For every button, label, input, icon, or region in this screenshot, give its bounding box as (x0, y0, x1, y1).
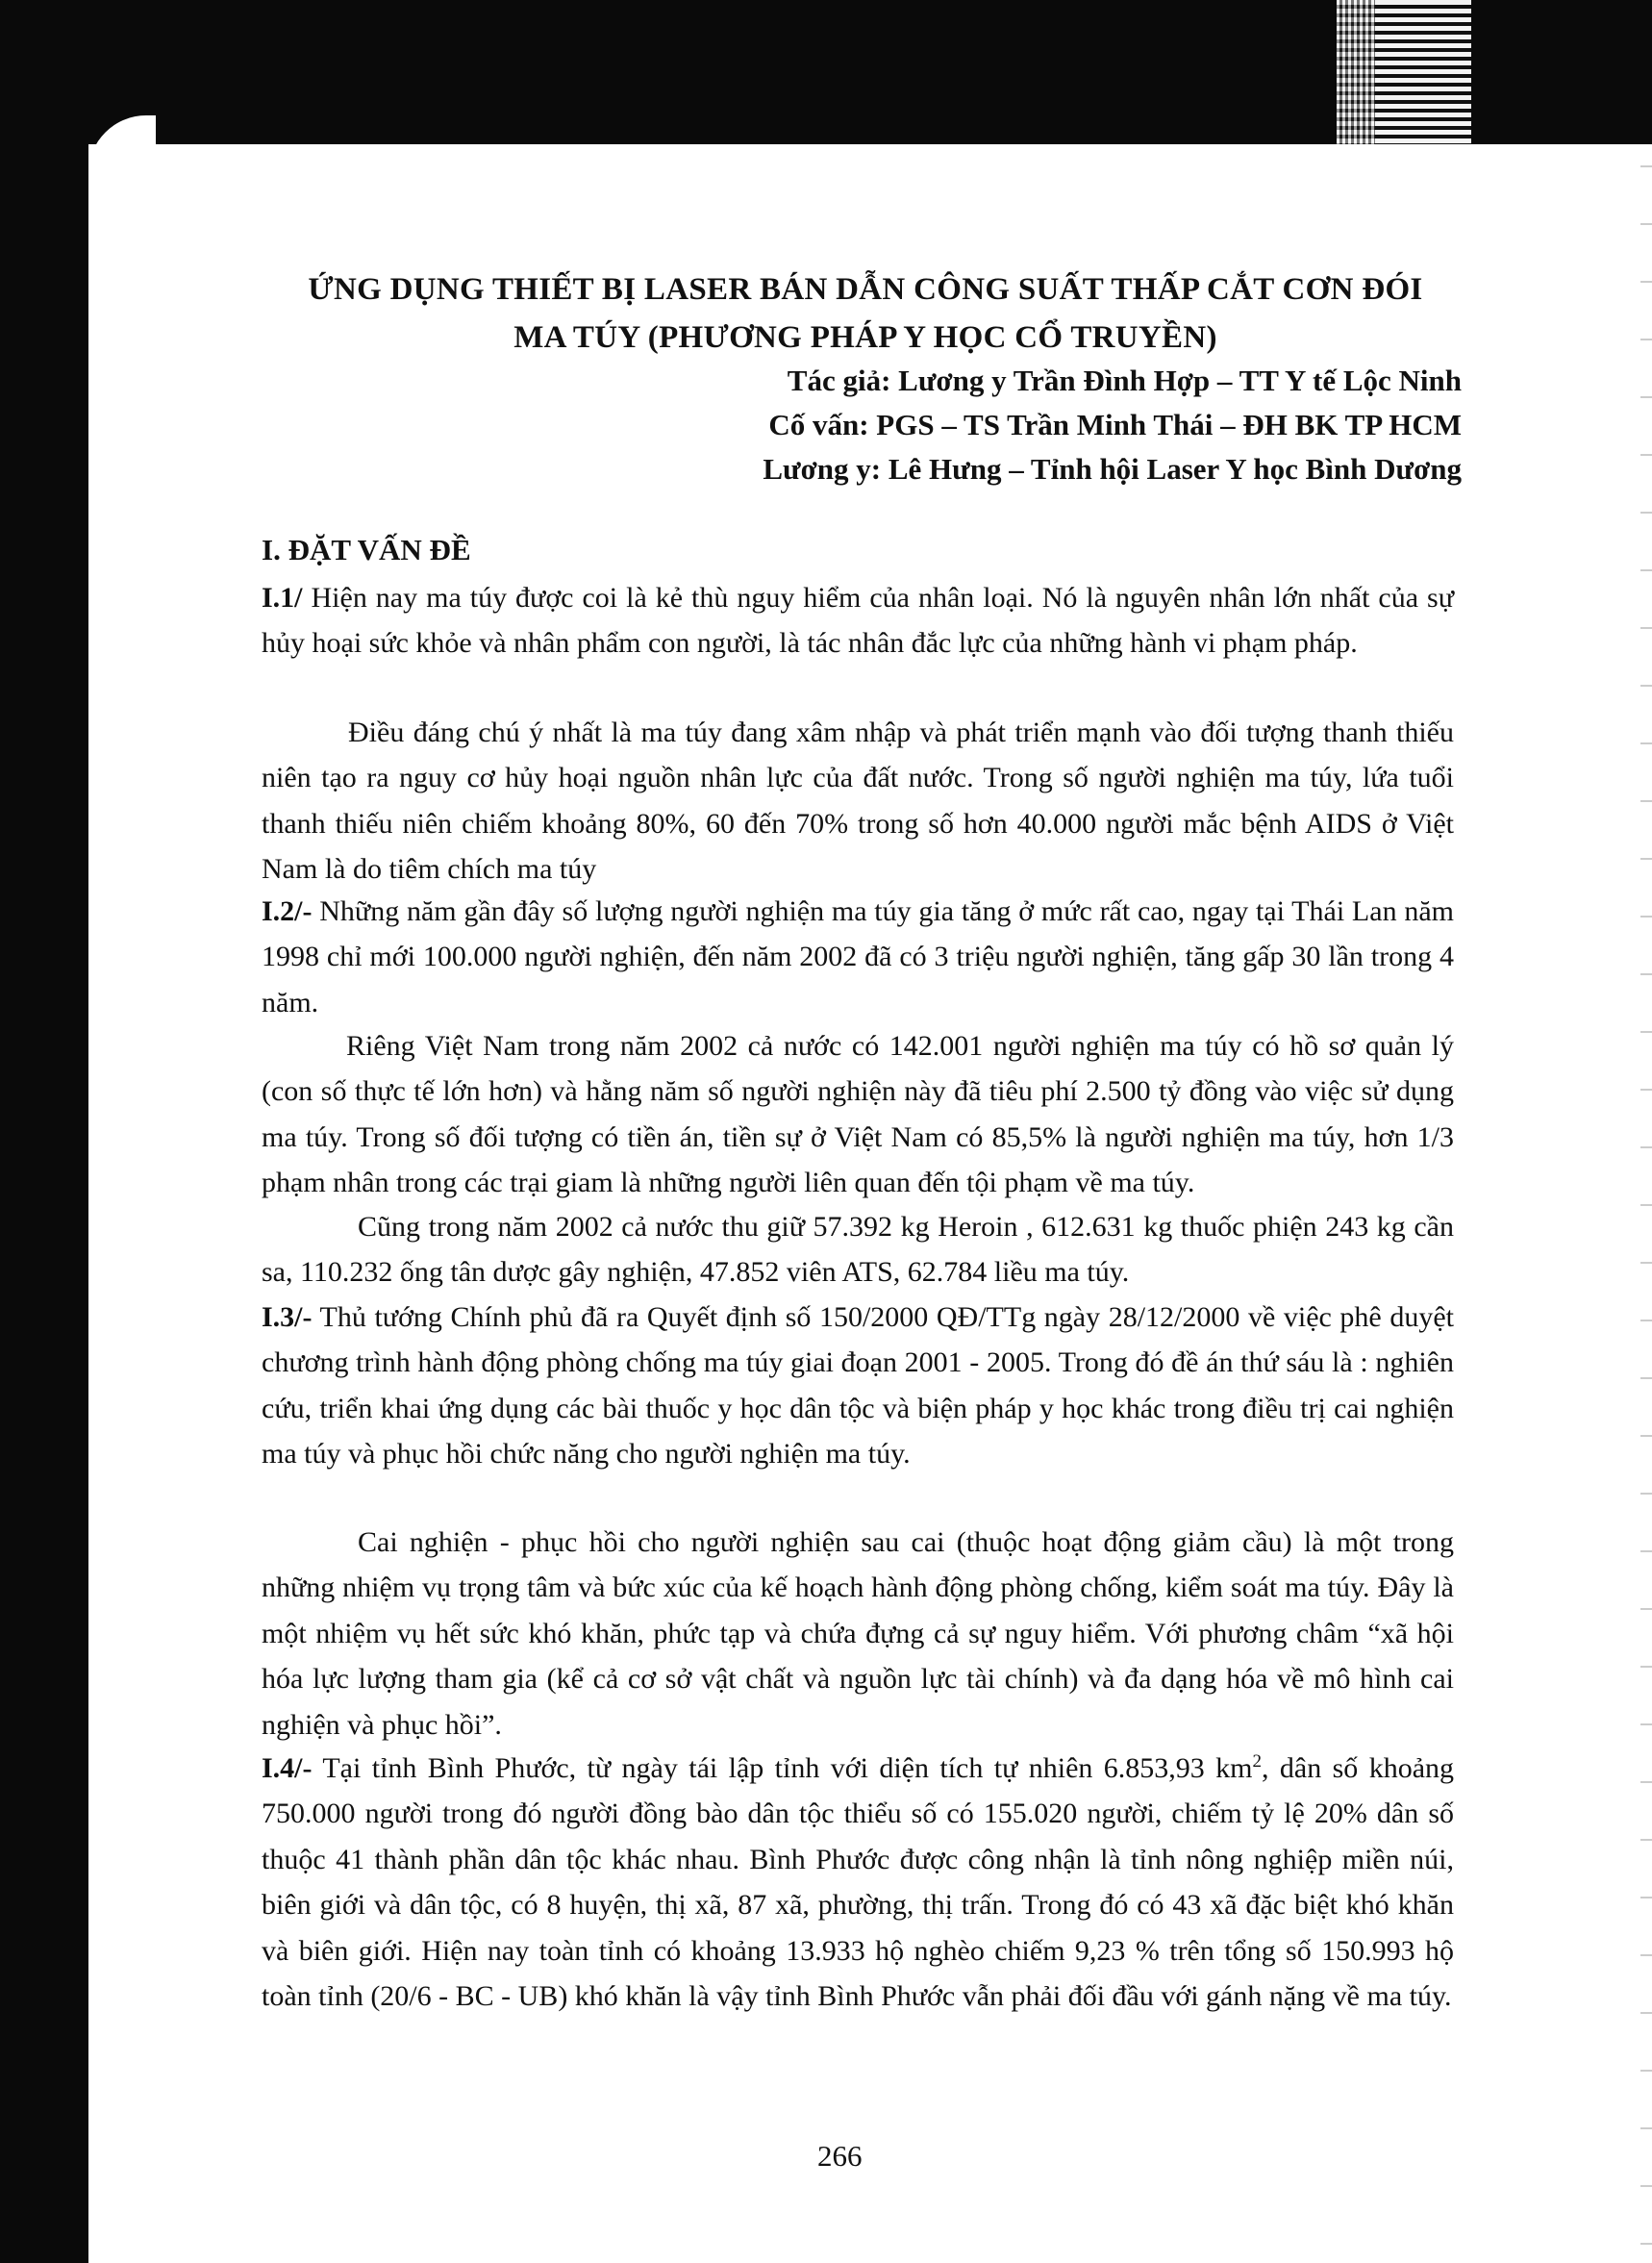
page-right-edge (1640, 144, 1652, 2263)
section-heading: I. ĐẶT VẤN ĐỀ (262, 533, 471, 566)
paragraph-rehab: Cai nghiện - phục hồi cho người nghiện sau cai (thuộc hoạt động giảm cầu) là một trong những nhiệm vụ trọng tâm và bức xúc của kế hoạch hành động phòng chống, kiểm soát ma túy. Đây là một nhiệm vụ hết sức khó khăn, phức tạp và chứa đựng cả sự nguy hiểm. Với phương châm “xã hội hóa lực lượng tham gia (kể cả cơ sở vật chất và nguồn lực tài chính) và đa dạng hóa về mô hình cai nghiện và phục hồi”. (262, 1526, 1454, 1741)
paragraph-1-3 (262, 1295, 1454, 1477)
paragraph-text: Hiện nay ma túy được coi là kẻ thù nguy hiểm của nhân loại. Nó là nguyên nhân lớn nhất của sự hủy hoại sức khỏe và nhân phẩm con người, là tác nhân đắc lực của những hành vi phạm pháp. (262, 582, 1454, 660)
paragraph-label: I.4/- (262, 1752, 313, 1784)
document-title-line-2: MA TÚY (PHƯƠNG PHÁP Y HỌC CỔ TRUYỀN) (513, 320, 1217, 355)
barcode-mark-side (1337, 0, 1375, 144)
credit-author: Tác giả: Lương y Trần Đình Hợp – TT Y tế Lộc Ninh (787, 364, 1462, 397)
credit-healer: Lương y: Lê Hưng – Tỉnh hội Laser Y học Bình Dương (763, 452, 1462, 486)
superscript: 2 (1252, 1751, 1263, 1772)
paragraph-1-1 (262, 575, 1454, 666)
paragraph-text: Thủ tướng Chính phủ đã ra Quyết định số 150/2000 QĐ/TTg ngày 28/12/2000 về việc phê duyệt chương trình hành động phòng chống ma túy giai đoạn 2001 - 2005. Trong đó đề án thứ sáu là : nghiên cứu, triển khai ứng dụng các bài thuốc y học dân tộc và biện pháp y học khác trong điều trị cai nghiện ma túy và phục hồi chức năng cho người nghiện ma túy. (262, 1301, 1454, 1471)
scan-border-left (0, 0, 88, 2263)
paragraph-label: I.2/- (262, 895, 313, 927)
document-title-line-1: ỨNG DỤNG THIẾT BỊ LASER BÁN DẪN CÔNG SUẤT THẤP CẮT CƠN ĐÓI (308, 272, 1423, 307)
paragraph-1-4 (262, 1746, 1454, 2019)
paragraph-text: Tại tỉnh Bình Phước, từ ngày tái lập tỉnh với diện tích tự nhiên 6.853,93 km (312, 1752, 1253, 1784)
paragraph-label: I.1/ (262, 582, 303, 614)
paragraph-vietnam-2002: Riêng Việt Nam trong năm 2002 cả nước có 142.001 người nghiện ma túy có hồ sơ quản lý (con số thực tế lớn hơn) và hằng năm số người nghiện này đã tiêu phí 2.500 tỷ đồng vào việc sử dụng ma túy. Trong số đối tượng có tiền án, tiền sự ở Việt Nam có 85,5% là người nghiện ma túy, hơn 1/3 phạm nhân trong các trại giam là những người liên quan đến tội phạm về ma túy. (262, 1030, 1454, 1199)
page-number: 266 (817, 2139, 863, 2173)
credit-advisor: Cố vấn: PGS – TS Trần Minh Thái – ĐH BK TP HCM (768, 408, 1462, 441)
paragraph-text: Những năm gần đây số lượng người nghiện ma túy gia tăng ở mức rất cao, ngay tại Thái Lan năm 1998 chỉ mới 100.000 người nghiện, đến năm 2002 đã có 3 triệu người nghiện, tăng gấp 30 lần trong 4 năm. (262, 895, 1454, 1018)
paragraph-1-2 (262, 889, 1454, 1025)
paragraph-youth: Điều đáng chú ý nhất là ma túy đang xâm nhập và phát triển mạnh vào đối tượng thanh thiếu niên tạo ra nguy cơ hủy hoại nguồn nhân lực của đất nước. Trong số người nghiện ma túy, lứa tuổi thanh thiếu niên chiếm khoảng 80%, 60 đến 70% trong số hơn 40.000 người mắc bệnh AIDS ở Việt Nam là do tiêm chích ma túy (262, 717, 1454, 886)
paragraph-seizures: Cũng trong năm 2002 cả nước thu giữ 57.392 kg Heroin , 612.631 kg thuốc phiện 243 kg cần sa, 110.232 ống tân dược gây nghiện, 47.852 viên ATS, 62.784 liều ma túy. (262, 1211, 1454, 1289)
paragraph-text-cont: , dân số khoảng 750.000 người trong đó người đồng bào dân tộc thiểu số có 155.020 người, chiếm tỷ lệ 20% dân số thuộc 41 thành phần dân tộc khác nhau. Bình Phước được công nhận là tỉnh nông nghiệp miền núi, biên giới và dân tộc, có 8 huyện, thị xã, 87 xã, phường, thị trấn. Trong đó có 43 xã đặc biệt khó khăn và biên giới. Hiện nay toàn tỉnh có khoảng 13.933 hộ nghèo chiếm 9,23 % trên tổng số 150.993 hộ toàn tỉnh (20/6 - BC - UB) khó khăn là vậy tỉnh Bình Phước vẫn phải đối đầu với gánh nặng về ma túy. (262, 1752, 1455, 2013)
paragraph-label: I.3/- (262, 1301, 313, 1333)
